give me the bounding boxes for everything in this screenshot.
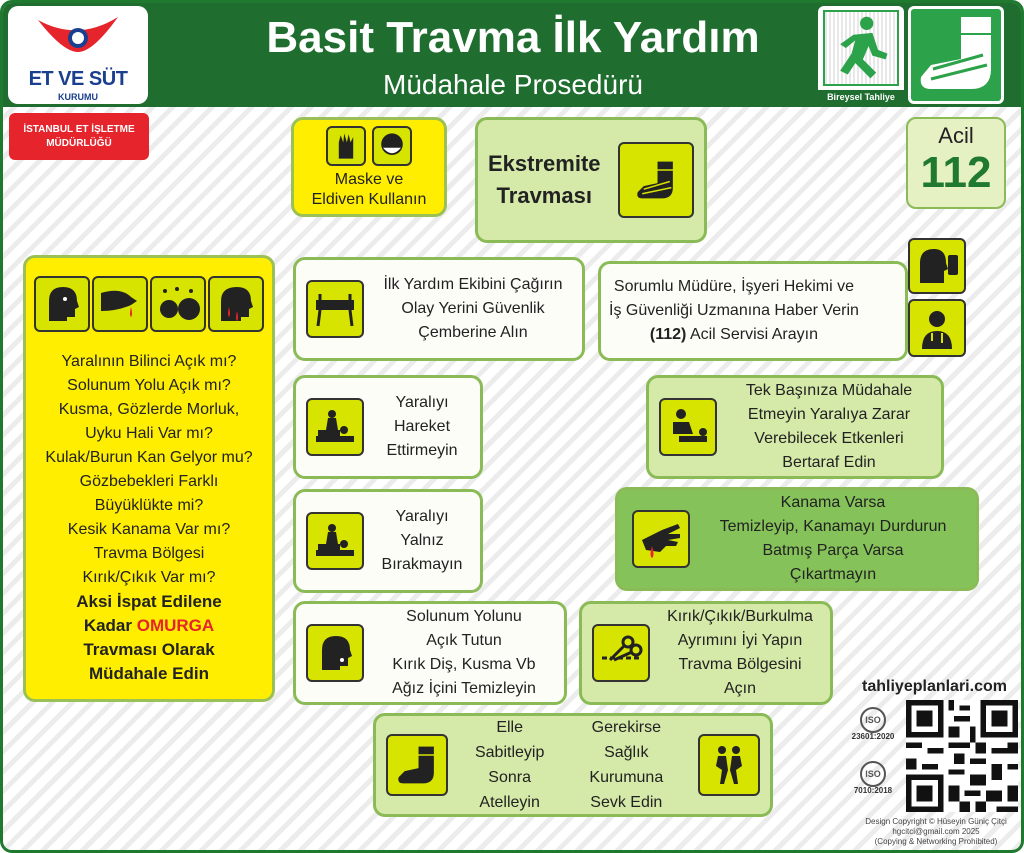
airway-line4: Ağız İçini Temizleyin — [392, 680, 536, 697]
mask-line2: Eldiven Kullanın — [311, 191, 427, 208]
fracture-line4: Açın — [723, 680, 756, 697]
checklist-box — [23, 255, 275, 702]
bleeding-line2: Temizleyip, Kanamayı Durdurun — [719, 518, 947, 535]
checklist-q6: Gözbebekleri Farklı — [79, 473, 219, 490]
checklist-q2: Solunum Yolu Açık mı? — [67, 377, 231, 394]
checklist-q1: Yaralının Bilinci Açık mı? — [61, 353, 237, 370]
not-alone-box — [293, 489, 483, 593]
checklist-q5: Kulak/Burun Kan Gelyor mu? — [45, 449, 253, 466]
checklist-q10: Kırık/Çıkık Var mı? — [82, 569, 216, 586]
iso-badge-1 — [846, 707, 900, 741]
splint-cast-icon — [386, 734, 448, 796]
splint-sign — [908, 6, 1004, 104]
airway-line3: Kırık Diş, Kusma Vb — [392, 656, 536, 673]
emergency-number: 112 — [920, 148, 992, 197]
ear-bleed-icon — [208, 276, 264, 332]
checklist-bold1: Aksi İspat Edilene — [76, 592, 222, 611]
iso-1-number: 23601:2020 — [851, 732, 895, 741]
checklist-bold4: Müdahale Edin — [89, 664, 209, 683]
dont-move-line1: Yaralıyı — [395, 394, 449, 411]
head-injury-icon — [34, 276, 90, 332]
patient-lying-icon — [306, 398, 364, 456]
splint-line4: Atelleyin — [479, 794, 540, 811]
mask-gloves-box — [291, 117, 447, 217]
title-box — [475, 117, 707, 243]
barrier-icon — [306, 280, 364, 338]
notify-line3 — [609, 323, 859, 347]
refer-line2: Sağlık — [604, 744, 649, 761]
checklist-q3: Kusma, Gözlerde Morluk, — [58, 401, 240, 418]
doctor-icon — [908, 299, 966, 357]
title-box-line2: Travması — [496, 183, 592, 208]
iso-badge-2 — [846, 761, 900, 795]
iso-1-logo: ISO — [860, 707, 886, 733]
logo-swoosh-icon — [33, 12, 123, 52]
bleeding-line3: Batmış Parça Varsa — [762, 542, 904, 559]
bleeding-line1: Kanama Varsa — [780, 494, 886, 511]
scissors-cut-icon — [592, 624, 650, 682]
mask-icon — [372, 126, 412, 166]
refer-line3: Kurumuna — [589, 769, 664, 786]
emergency-number-box — [906, 117, 1006, 209]
not-alone-line3: Bırakmayın — [381, 556, 463, 573]
hazards-line4: Bertaraf Edin — [782, 454, 876, 471]
logo-main-text: ET VE SÜT — [28, 68, 128, 90]
nose-bleed-icon — [92, 276, 148, 332]
checklist-bold3: Travması Olarak — [83, 640, 215, 659]
hazards-line3: Verebilecek Etkenleri — [754, 430, 904, 447]
qr-code-icon — [906, 700, 1018, 812]
dont-move-line3: Ettirmeyin — [386, 442, 458, 459]
splint-line3: Sonra — [488, 769, 531, 786]
iso-2-logo: ISO — [860, 761, 886, 787]
airway-line1: Solunum Yolunu — [406, 608, 522, 625]
call-team-line2: Olay Yerini Güvenlik — [401, 300, 545, 317]
patient-attended-icon — [306, 512, 364, 570]
fracture-line1: Kırık/Çıkık/Burkulma — [667, 608, 813, 625]
mask-line1: Maske ve — [334, 171, 404, 188]
checklist-icons — [34, 276, 264, 332]
website-link[interactable]: tahliyeplanlari.com — [862, 678, 1007, 695]
running-man-icon — [825, 12, 897, 84]
bleeding-box — [615, 487, 979, 591]
checklist-q9: Travma Bölgesi — [93, 545, 205, 562]
copyright-credit — [846, 817, 1024, 847]
splint-line1: Elle — [496, 719, 523, 736]
hazards-line2: Etmeyin Yaralıya Zarar — [747, 406, 911, 423]
pupils-icon — [150, 276, 206, 332]
checklist-bold2 — [45, 614, 252, 638]
sign-label: Bireysel Tahliye — [818, 90, 904, 104]
hazards-line1: Tek Başınıza Müdahale — [745, 382, 913, 399]
assisted-walk-icon — [698, 734, 760, 796]
org-logo — [8, 6, 148, 104]
call-team-line1: İlk Yardım Ekibini Çağırın — [383, 276, 563, 293]
dont-move-box — [293, 375, 483, 479]
notify-call-text: Acil Servisi Arayın — [686, 326, 818, 343]
airway-box — [293, 601, 567, 705]
phone-call-icon — [908, 238, 966, 294]
checklist-q7: Büyüklükte mi? — [94, 497, 204, 514]
emergency-label: Acil — [938, 123, 974, 148]
notify-112: (112) — [649, 326, 687, 343]
evacuation-sign — [818, 6, 904, 104]
bleeding-hand-icon — [632, 510, 690, 568]
fracture-line2: Ayrımını İyi Yapın — [677, 632, 803, 649]
first-aider-icon — [659, 398, 717, 456]
call-team-box — [293, 257, 585, 361]
refer-line1: Gerekirse — [591, 719, 661, 736]
iso-2-number: 7010:2018 — [853, 786, 893, 795]
logo-sub-text: KURUMU — [58, 92, 98, 102]
checklist-text — [45, 350, 252, 686]
splint-icon — [911, 9, 1001, 99]
checklist-bold2-prefix: Kadar — [83, 616, 137, 635]
gloves-icon — [326, 126, 366, 166]
refer-line4: Sevk Edin — [590, 794, 663, 811]
fracture-line3: Travma Bölgesini — [678, 656, 802, 673]
org-badge: İSTANBUL ET İŞLETME MÜDÜRLÜĞÜ — [9, 113, 149, 160]
cast-icon — [618, 142, 694, 218]
page-subtitle: Müdahale Prosedürü — [383, 69, 643, 100]
credit-line3: (Copying & Networking Prohibited) — [874, 837, 998, 846]
fracture-box — [579, 601, 833, 705]
checklist-q8: Kesik Kanama Var mı? — [67, 521, 231, 538]
spine-warning-word: OMURGA — [136, 616, 215, 635]
dont-move-line2: Hareket — [393, 418, 451, 435]
not-alone-line1: Yaralıyı — [395, 508, 449, 525]
airway-head-icon — [306, 624, 364, 682]
page-title: Basit Travma İlk Yardım — [266, 13, 760, 62]
header-bar — [3, 3, 1024, 107]
qr-code[interactable] — [906, 700, 1018, 812]
splint-refer-box — [373, 713, 773, 817]
credit-line2: hgcitci@gmail.com 2025 — [892, 827, 980, 836]
remove-hazards-box — [646, 375, 944, 479]
airway-line2: Açık Tutun — [426, 632, 502, 649]
notify-box — [598, 261, 908, 361]
notify-line1: Sorumlu Müdüre, İşyeri Hekimi ve — [613, 278, 854, 295]
bleeding-line4: Çıkartmayın — [789, 566, 877, 583]
call-team-line3: Çemberine Alın — [418, 324, 528, 341]
credit-line1: Design Copyright © Hüseyin Güniç Çitçi — [865, 817, 1007, 826]
checklist-q4: Uyku Hali Var mı? — [85, 425, 213, 442]
notify-line2: İş Güvenliği Uzmanına Haber Verin — [609, 302, 859, 319]
title-box-line1: Ekstremite — [488, 151, 601, 176]
splint-line2: Sabitleyip — [474, 744, 545, 761]
not-alone-line2: Yalnız — [400, 532, 444, 549]
